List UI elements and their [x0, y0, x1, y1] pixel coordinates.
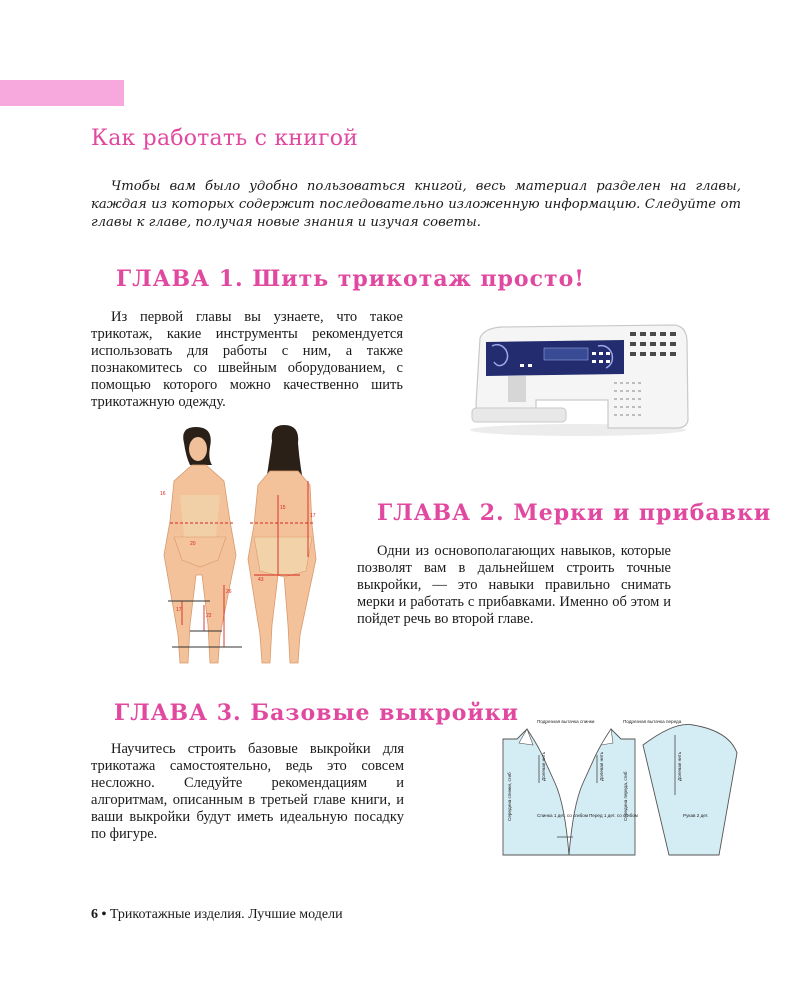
chapter-2-title: ГЛАВА 2. Мерки и прибавки — [377, 500, 772, 526]
sewing-machine-image — [462, 312, 694, 437]
front-dart-label: Подрезная вытачка переда — [623, 719, 682, 724]
chapter-1-text: Из первой главы вы узнаете, что такое трикотаж, какие инструменты рекомендуется использовать для работы с ним, а также познакомитесь со швейным оборудованием, с помощью которого можно качественно шить трикотажную одежду. — [91, 309, 403, 410]
chapter-3-text: Научитесь строить базовые выкройки для трикотажа самостоятельно, ведь это совсем несложно. Следуйте рекомендациям и алгоритмам, описанным в третьей главе книги, и ваши выкройки будут иметь идеальную посадку по фигуре. — [91, 741, 404, 842]
front-grain-label: Долевая нить — [599, 751, 604, 781]
footer-book-title: Трикотажные изделия. Лучшие модели — [109, 907, 343, 922]
center-front-label: Середина переда, сгиб — [623, 771, 628, 821]
chapter-1-title: ГЛАВА 1. Шить трикотаж просто! — [116, 266, 585, 292]
back-grain-label: Долевая нить — [541, 751, 546, 781]
svg-text:16: 16 — [160, 491, 166, 497]
svg-text:15: 15 — [280, 505, 286, 511]
base-pattern-diagram — [497, 717, 745, 863]
chapter-2-text: Одни из основополагающих навыков, которые позволят вам в дальнейшем строить точные выкройки, — это навыки правильно снимать мерки и работать с прибавками. Именно об этом и пойдет речь во второй главе. — [357, 543, 671, 627]
page-footer — [91, 907, 343, 923]
footer-bullet: • — [101, 907, 107, 922]
sleeve-grain-label: Долевая нить — [677, 751, 682, 781]
page-title: Как работать с книгой — [91, 126, 359, 151]
page-number: 6 — [91, 907, 98, 922]
svg-text:22: 22 — [206, 613, 212, 619]
back-piece-label: Спинка 1 дет. со сгибом — [537, 813, 588, 818]
chapter-3-title: ГЛАВА 3. Базовые выкройки — [114, 700, 519, 726]
front-piece-label: Перед 1 дет. со сгибом — [589, 813, 638, 818]
body-measurements-image — [150, 425, 332, 680]
svg-text:17: 17 — [310, 513, 316, 519]
intro-paragraph: Чтобы вам было удобно пользоваться книгой, весь материал разделен на главы, каждая из которых содержит последовательно изложенную информацию. Следуйте от главы к главе, получая новые знания и изучая советы. — [91, 179, 741, 230]
sleeve-piece-label: Рукав 2 дет. — [683, 813, 709, 818]
center-back-label: Середина спинки, сгиб — [507, 772, 512, 821]
svg-text:17: 17 — [176, 607, 182, 613]
pink-accent-bar — [0, 80, 124, 106]
svg-text:43: 43 — [258, 577, 264, 583]
svg-text:26: 26 — [226, 589, 232, 595]
back-dart-label: Подрезная вытачка спинки — [537, 719, 595, 724]
svg-text:20: 20 — [190, 541, 196, 547]
